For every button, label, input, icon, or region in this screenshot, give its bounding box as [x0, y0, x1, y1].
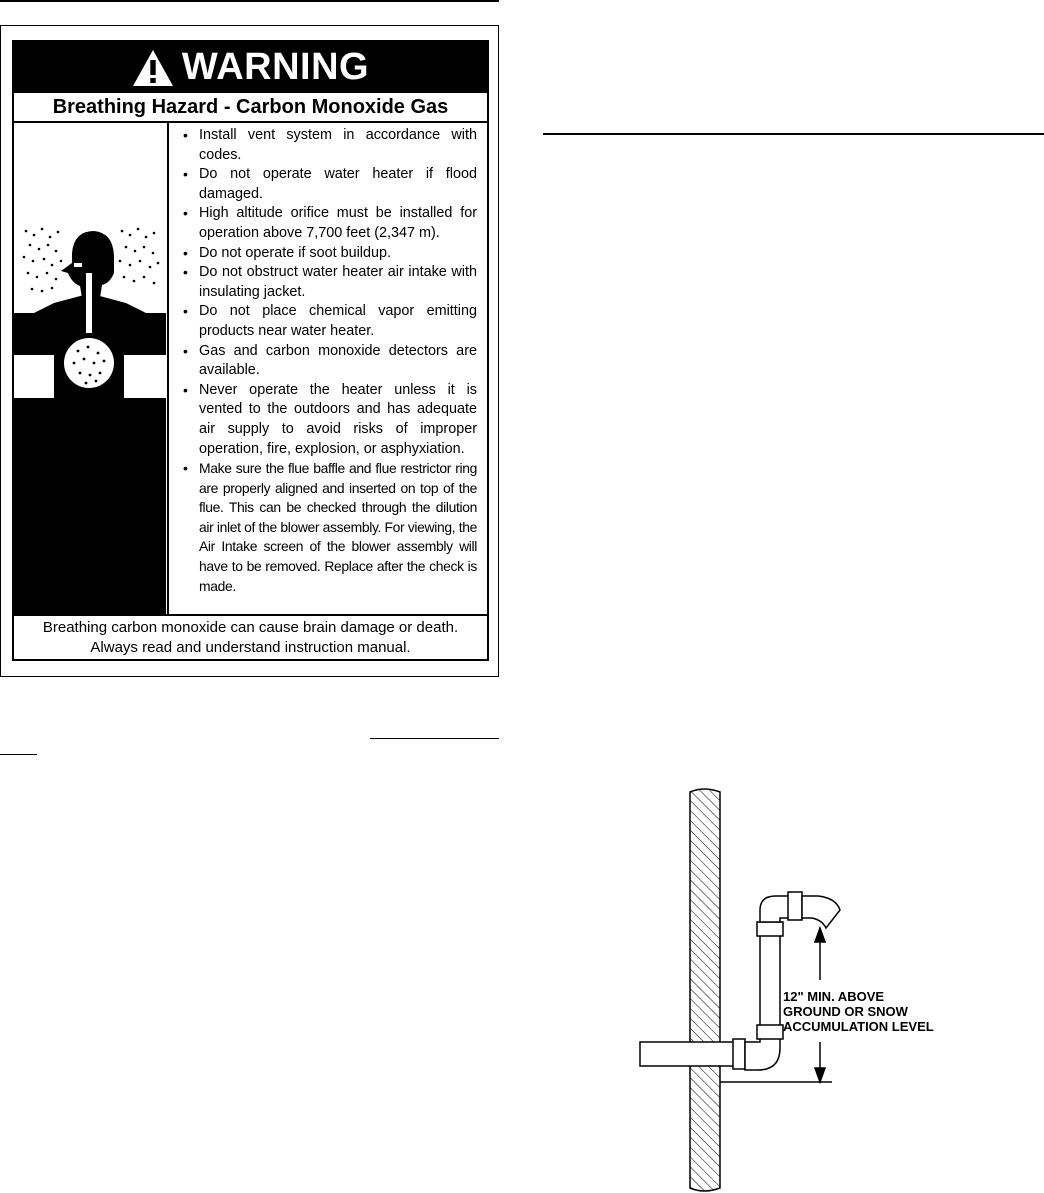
warning-bullet: • Do not operate water heater if flood damaged.: [181, 165, 477, 204]
hazard-title: Breathing Hazard - Carbon Monoxide Gas: [14, 93, 487, 123]
clearance-label: ACCUMULATION LEVEL: [783, 1019, 934, 1034]
warning-bullet: • Do not obstruct water heater air intake with insulating jacket.: [181, 263, 477, 302]
warning-bullet-list: [167, 123, 487, 614]
warning-bullet: • High altitude orifice must be installed for operation above 7,700 feet (2,347 m).: [181, 204, 477, 243]
vent-riser: [745, 892, 840, 1070]
underline-rule-short: [0, 754, 37, 755]
vent-termination-diagram: [600, 780, 1000, 1193]
wall: [690, 789, 720, 1191]
warning-bullet: • Gas and carbon monoxide detectors are available.: [181, 342, 477, 381]
warning-triangle-icon: [132, 49, 174, 87]
clearance-label: GROUND OR SNOW: [783, 1004, 908, 1019]
warning-footer-line: Always read and understand instruction manual.: [90, 638, 411, 656]
warning-label-inner: [12, 40, 489, 661]
warning-footer-line: Breathing carbon monoxide can cause brain damage or death.: [42, 618, 459, 636]
top-rule-right: [543, 133, 1044, 135]
warning-bullet: • Never operate the heater unless it is vented to the outdoors and has adequate air supply to avoid risks of improper operation, fire, explosion, or asphyxiation.: [181, 381, 477, 459]
clearance-label: 12" MIN. ABOVE: [783, 989, 885, 1004]
warning-header: [14, 42, 487, 93]
breathing-hazard-pictogram: [14, 123, 166, 614]
warning-bullet: • Make sure the flue baffle and flue restrictor ring are properly aligned and inserted on top of the flue. This can be checked through the dilution air inlet of the blower assembly. For viewing, the Air Intake screen of the blower assembly will have to be removed. Replace after the check is made.: [181, 459, 477, 596]
warning-bullet: • Do not place chemical vapor emitting products near water heater.: [181, 302, 477, 341]
warning-label: [0, 25, 499, 677]
signal-word: WARNING: [181, 46, 370, 88]
underline-rule: [370, 738, 499, 739]
warning-bullet: • Do not operate if soot buildup.: [181, 244, 477, 264]
horizontal-pipe: [640, 1039, 745, 1069]
warning-bullet: • Install vent system in accordance with codes.: [181, 126, 477, 165]
warning-footer: [14, 614, 487, 659]
top-rule-left: [0, 0, 499, 2]
